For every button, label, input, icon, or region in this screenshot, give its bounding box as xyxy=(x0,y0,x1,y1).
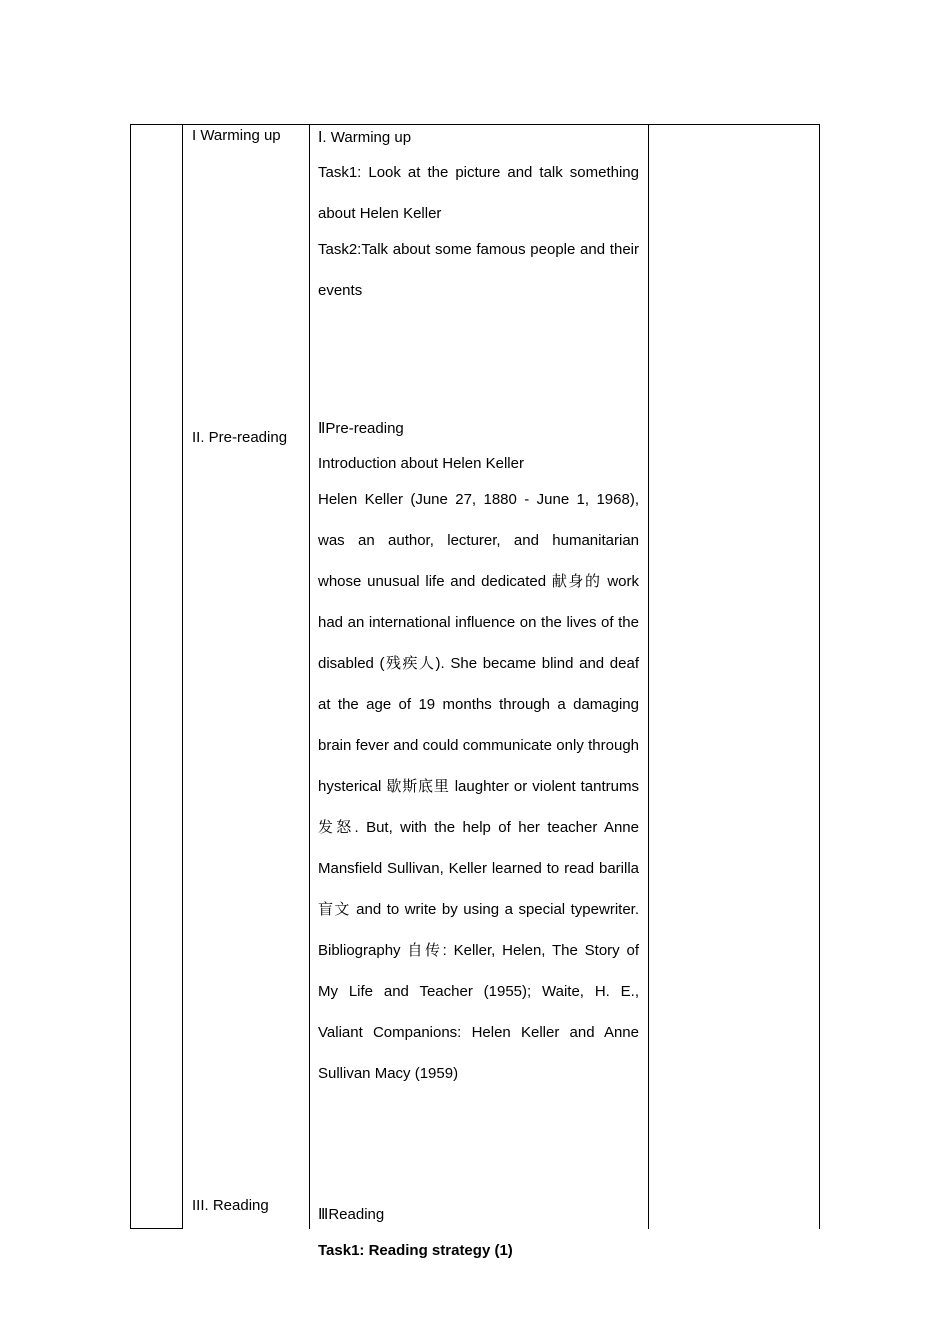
stage-reading: III. Reading xyxy=(192,1197,269,1214)
reading-heading: ⅢReading xyxy=(318,1206,385,1223)
table-column-divider-3 xyxy=(648,124,649,1229)
pre-reading-paragraph: Helen Keller (June 27, 1880 - June 1, 1968), was an author, lecturer, and humanitarian whose unusual life and dedicated 献身的 work had an international influence on the lives of the disabled (残疾人). She became blind and deaf at the age of 19 months through a damaging brain fever and could communicate only through hysterical 歇斯底里 laughter or violent tantrums 发怒. But, with the help of her teacher Anne Mansfield Sullivan, Keller learned to read barilla 盲文 and to write by using a special typewriter. Bibliography 自传: Keller, Helen, The Story of My Life and Teacher (1955); Waite, H. E., Valiant Companions: Helen Keller and Anne Sullivan Macy (1959) xyxy=(318,491,639,1082)
table-column-divider-2 xyxy=(309,124,310,1229)
table-top-border xyxy=(130,124,820,125)
table-right-border xyxy=(819,124,820,1229)
reading-task1: Task1: Reading strategy (1) xyxy=(318,1242,513,1259)
pre-reading-heading: ⅡPre-reading xyxy=(318,420,404,437)
warming-up-task1: Task1: Look at the picture and talk something about Helen Keller xyxy=(318,164,639,222)
pre-reading-intro-title: Introduction about Helen Keller xyxy=(318,455,524,472)
stage-pre-reading: II. Pre-reading xyxy=(192,429,288,446)
warming-up-task2: Task2:Talk about some famous people and their events xyxy=(318,241,639,299)
table-left-border xyxy=(130,124,131,1229)
stage-warming-up: I Warming up xyxy=(192,127,281,144)
table-bottom-border-first-column xyxy=(130,1228,183,1229)
warming-up-heading: Ⅰ. Warming up xyxy=(318,129,412,146)
table-column-divider-1 xyxy=(182,124,183,1229)
